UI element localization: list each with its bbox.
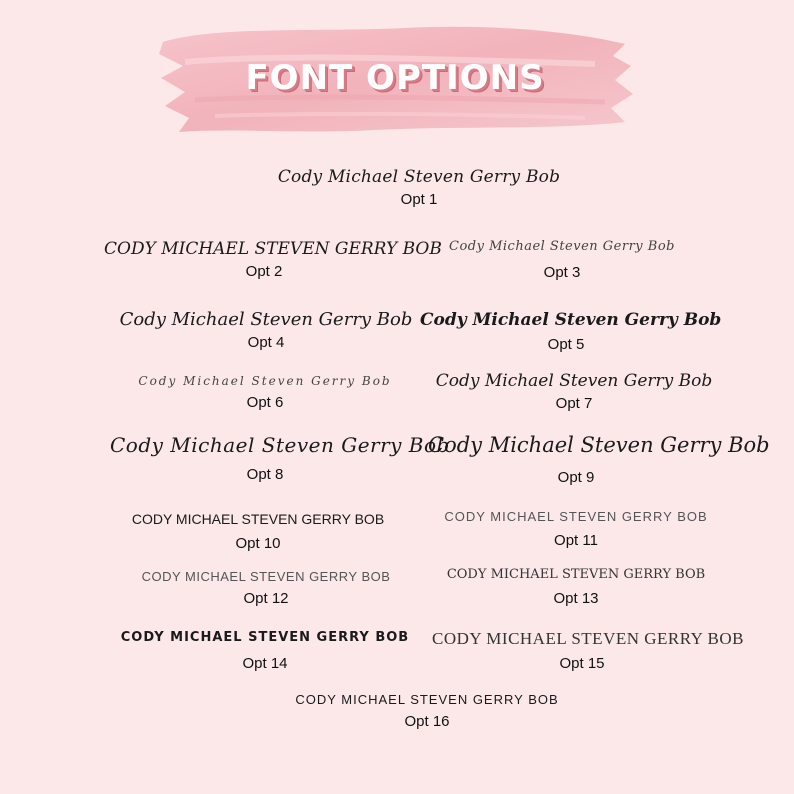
font-sample: Cody Michael Steven Gerry Bob: [420, 310, 722, 330]
font-sample: Cody Michael Steven Gerry Bob: [435, 371, 713, 391]
font-sample: Cody Michael Steven Gerry Bob: [119, 309, 413, 330]
font-sample: Cody Michael Steven Gerry Bob: [110, 433, 450, 457]
font-option-9[interactable]: [428, 433, 770, 487]
option-label: Opt 15: [559, 654, 605, 672]
font-sample: CODY MICHAEL STEVEN GERRY BOB: [141, 569, 391, 584]
font-option-10[interactable]: [118, 512, 398, 552]
option-label: Opt 7: [555, 394, 593, 412]
title-banner: [155, 22, 635, 134]
option-label: Opt 14: [242, 655, 288, 673]
font-option-13[interactable]: [424, 568, 728, 607]
font-option-3[interactable]: [412, 240, 712, 281]
font-sample: Cody Michael Steven Gerry Bob: [138, 374, 392, 388]
font-option-8[interactable]: [110, 433, 450, 483]
option-label: Opt 6: [246, 394, 284, 412]
font-option-15[interactable]: [432, 629, 745, 672]
option-label: Opt 16: [404, 713, 450, 731]
option-label: Opt 13: [553, 590, 599, 608]
font-option-5[interactable]: [420, 310, 722, 353]
option-label: Opt 8: [246, 466, 284, 483]
font-sample: CODY MICHAEL STEVEN GERRY BOB: [104, 239, 442, 259]
font-sample: CODY MICHAEL STEVEN GERRY BOB: [131, 511, 385, 527]
font-sample: CODY MICHAEL STEVEN GERRY BOB: [295, 692, 559, 707]
option-label: Opt 12: [243, 590, 289, 608]
font-option-1[interactable]: [234, 168, 604, 208]
font-option-4[interactable]: [116, 310, 416, 351]
option-label: Opt 1: [400, 190, 438, 208]
font-sample: Cody Michael Steven Gerry Bob: [277, 167, 561, 187]
font-option-12[interactable]: [116, 570, 416, 607]
font-option-14[interactable]: [110, 631, 420, 672]
option-label: Opt 2: [245, 262, 283, 280]
font-sample: CODY MICHAEL STEVEN GERRY BOB: [432, 629, 745, 648]
option-label: Opt 10: [235, 535, 281, 553]
font-sample: Cody Michael Steven Gerry Bob: [449, 239, 675, 254]
font-sample: CODY MICHAEL STEVEN GERRY BOB: [444, 509, 708, 524]
font-option-11[interactable]: [438, 510, 714, 549]
font-option-6[interactable]: [130, 375, 400, 411]
option-label: Opt 5: [547, 335, 585, 353]
font-option-7[interactable]: [424, 372, 724, 412]
font-option-16[interactable]: [267, 693, 587, 730]
option-label: Opt 4: [247, 333, 285, 351]
option-label: Opt 3: [543, 264, 581, 282]
option-label: Opt 9: [557, 469, 595, 487]
font-sample: CODY MICHAEL STEVEN GERRY BOB: [446, 567, 706, 582]
font-sample: CODY MICHAEL STEVEN GERRY BOB: [120, 630, 410, 645]
page-title: FONT OPTIONS: [245, 58, 545, 98]
font-sample: Cody Michael Steven Gerry Bob: [428, 433, 770, 457]
font-option-2[interactable]: [104, 239, 442, 280]
option-label: Opt 11: [554, 532, 598, 550]
